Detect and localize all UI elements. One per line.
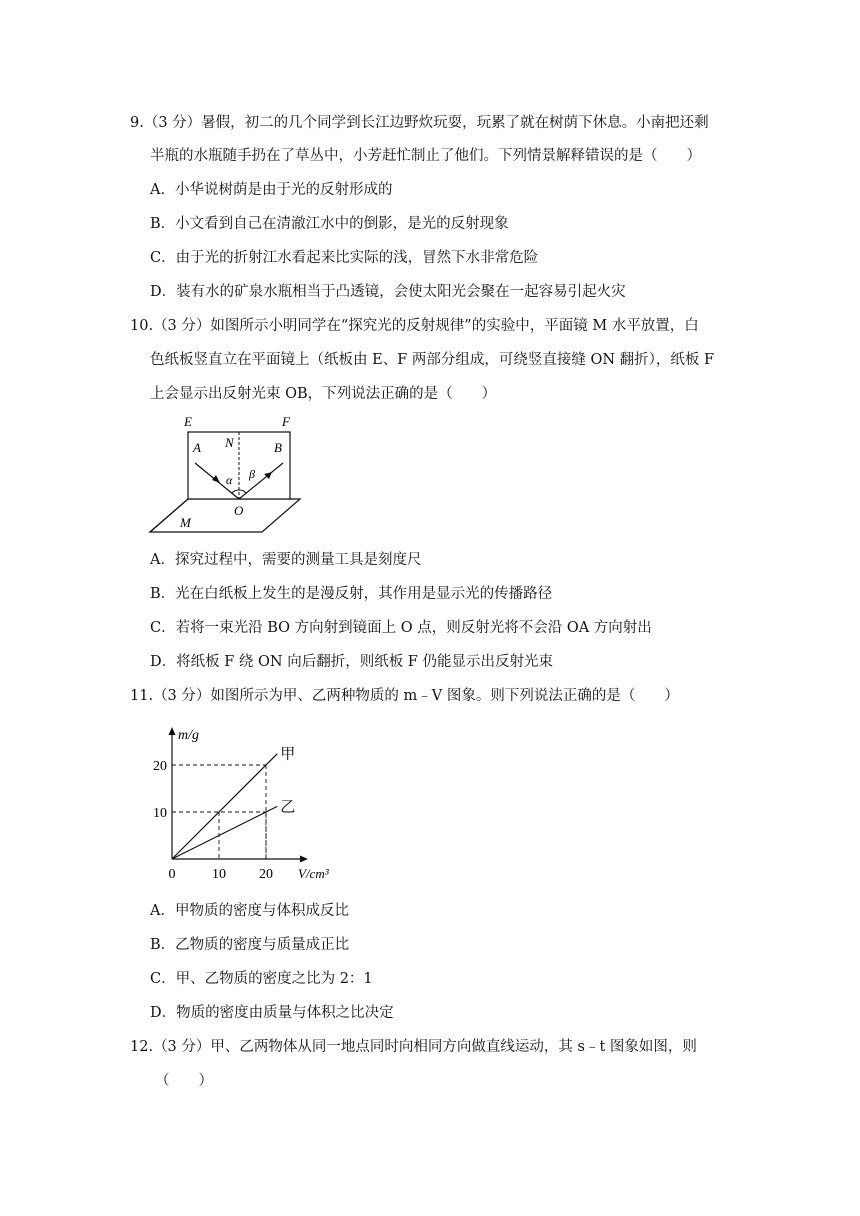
question-9-line-1 — [130, 113, 709, 133]
question-9-option-d: D．装有水的矿泉水瓶相当于凸透镜，会使太阳光会聚在一起容易引起火灾 — [150, 284, 626, 300]
x-axis-label: V/cm³ — [298, 866, 329, 881]
series-label-yi: 乙 — [280, 799, 296, 816]
label-N: N — [225, 435, 234, 450]
question-10-line-3: 上会显示出反射光束 OB，下列说法正确的是（ ） — [150, 386, 497, 402]
question-9-option-c: C．由于光的折射江水看起来比实际的浅，冒然下水非常危险 — [150, 250, 539, 266]
question-9-line-2: 半瓶的水瓶随手扔在了草丛中，小芳赶忙制止了他们。下列情景解释错误的是（ ） — [150, 148, 701, 164]
question-9-option-b: B．小文看到自己在清澈江水中的倒影，是光的反射现象 — [150, 216, 509, 232]
question-11-option-b: B．乙物质的密度与质量成正比 — [150, 937, 350, 953]
x-axis-arrow — [300, 856, 308, 863]
mirror-plane — [150, 499, 300, 532]
y-axis-arrow — [169, 727, 176, 735]
question-10-option-b: B．光在白纸板上发生的是漫反射，其作用是显示光的传播路径 — [150, 586, 553, 602]
label-E: E — [184, 414, 192, 429]
label-alpha: α — [226, 473, 233, 487]
x-tick-label: 10 — [212, 867, 226, 882]
question-10-option-c: C．若将一束光沿 BO 方向射到镜面上 O 点，则反射光将不会沿 OA 方向射出 — [150, 620, 652, 636]
series-line-yi — [172, 806, 277, 859]
question-11-option-d: D．物质的密度由质量与体积之比决定 — [150, 1005, 394, 1021]
question-11-option-c: C．甲、乙物质的密度之比为 2：1 — [150, 971, 373, 987]
label-A: A — [193, 440, 201, 455]
reflection-experiment-figure — [148, 412, 308, 537]
x-tick-label: 20 — [259, 867, 273, 882]
question-12-line-2: （ ） — [155, 1073, 213, 1089]
question-10-line-1 — [130, 316, 699, 336]
question-text: （3 分）如图所示为甲、乙两种物质的 m﹣V 图象。则下列说法正确的是（ ） — [153, 688, 679, 704]
question-10-option-a: A．探究过程中，需要的测量工具是刻度尺 — [150, 552, 422, 568]
series-line-jia — [172, 754, 277, 859]
m-v-chart — [148, 722, 358, 884]
question-text: （3 分）如图所示小明同学在“探究光的反射规律”的实验中，平面镜 M 水平放置，白 — [153, 318, 699, 334]
question-9-option-a: A．小华说树荫是由于光的反射形成的 — [150, 182, 393, 198]
question-number: 11. — [130, 688, 154, 704]
question-number: 12. — [130, 1039, 154, 1055]
y-tick-label: 10 — [153, 806, 167, 821]
question-10-option-d: D．将纸板 F 绕 ON 向后翻折，则纸板 F 仍能显示出反射光束 — [150, 654, 553, 670]
label-F: F — [282, 414, 290, 429]
y-axis-label: m/g — [178, 728, 199, 743]
label-M: M — [180, 515, 191, 530]
label-B: B — [274, 440, 282, 455]
series-label-jia: 甲 — [280, 746, 296, 763]
question-11-line-1 — [130, 686, 679, 706]
question-11-option-a: A．甲物质的密度与体积成反比 — [150, 903, 349, 919]
question-10-line-2: 色纸板竖直立在平面镜上（纸板由 E、F 两部分组成，可绕竖直接缝 ON 翻折），纸板 F — [150, 352, 715, 368]
x-tick-label: 0 — [168, 867, 176, 882]
question-number: 10. — [130, 318, 154, 334]
question-text: （3 分）甲、乙两物体从同一地点同时向相同方向做直线运动，其 s﹣t 图象如图，则 — [153, 1039, 697, 1055]
label-O: O — [234, 503, 244, 518]
y-tick-label: 20 — [153, 759, 167, 774]
label-beta: β — [249, 467, 255, 481]
question-12-line-1 — [130, 1037, 697, 1057]
question-number: 9. — [130, 115, 144, 131]
question-text: （3 分）暑假，初二的几个同学到长江边野炊玩耍，玩累了就在树荫下休息。小南把还剩 — [143, 115, 709, 131]
